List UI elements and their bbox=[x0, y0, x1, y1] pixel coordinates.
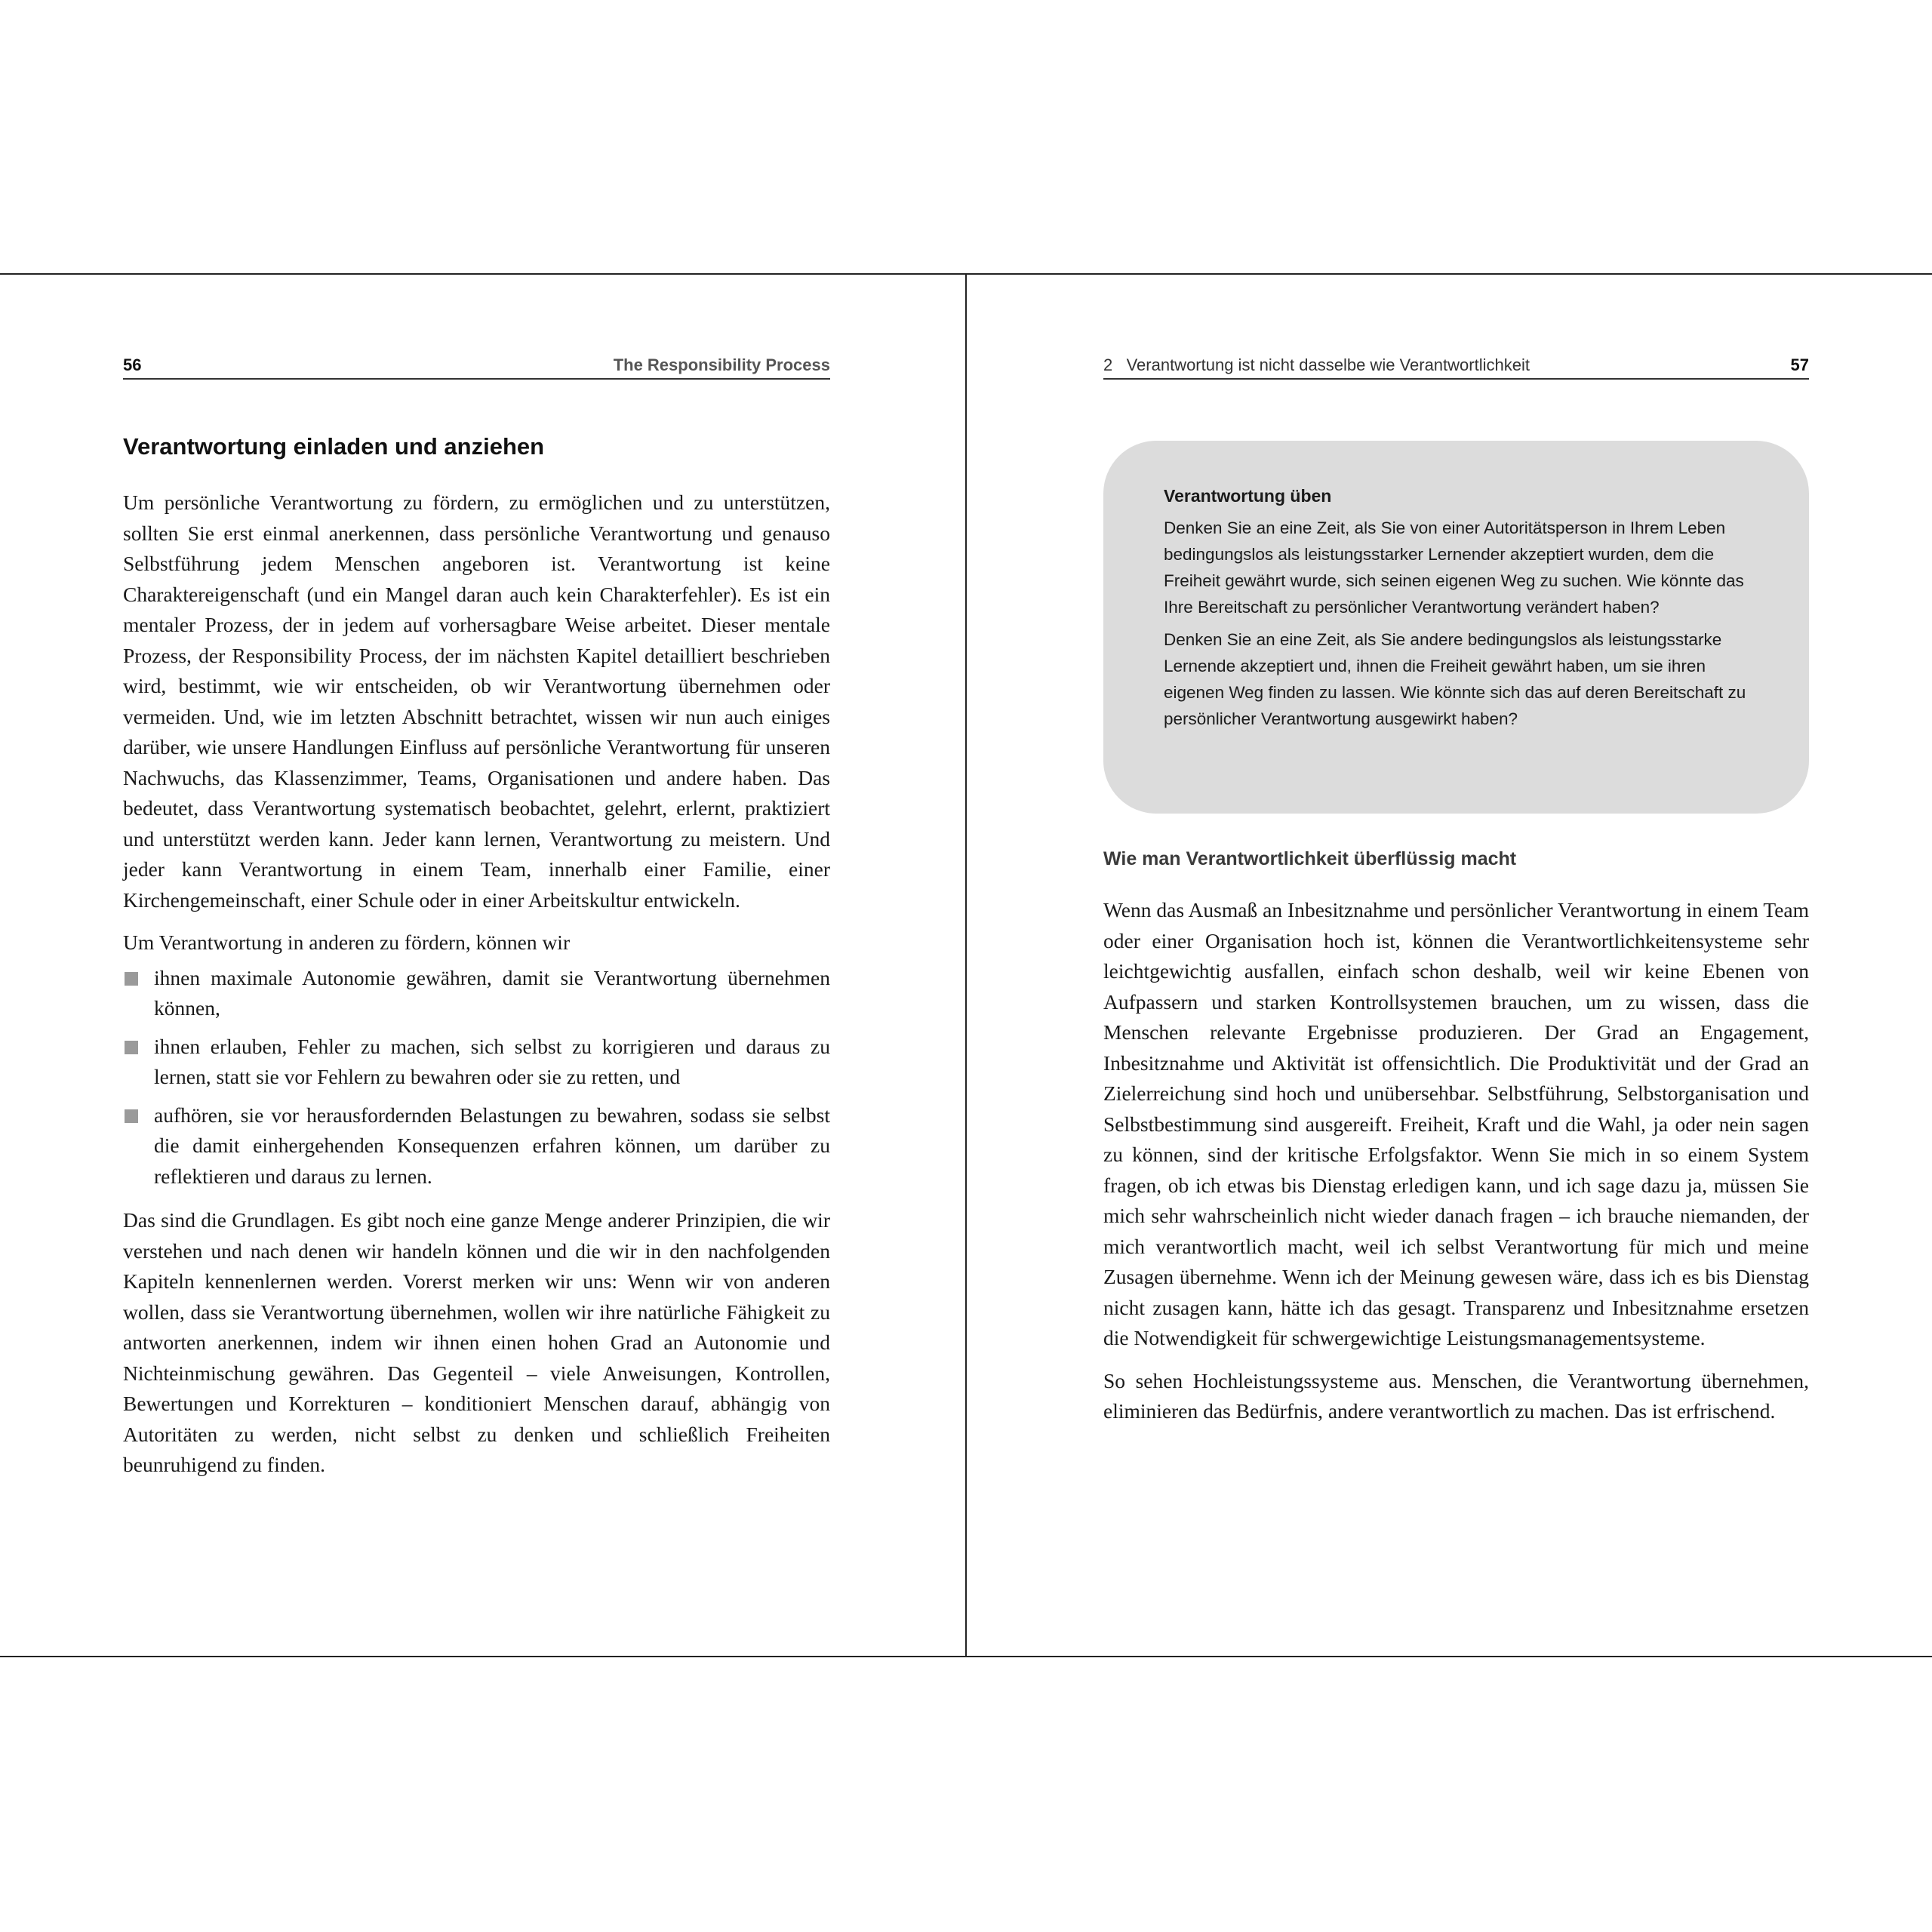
list-item-text: ihnen maximale Autonomie gewähren, damit sie Verantwortung übernehmen können, bbox=[154, 965, 830, 1020]
list-item-text: aufhören, sie vor herausfordernden Belastungen zu bewahren, sodass sie selbst die damit einhergehenden Konsequenzen erfahren können, um darüber zu reflektieren und daraus zu lernen. bbox=[154, 1103, 830, 1188]
book-spread bbox=[0, 273, 1932, 1657]
running-header-right bbox=[1103, 348, 1809, 380]
list-item bbox=[123, 1032, 830, 1093]
section-heading: Verantwortung einladen und anziehen bbox=[123, 433, 545, 460]
list-item bbox=[123, 1100, 830, 1192]
right-page bbox=[965, 273, 1932, 1657]
left-page bbox=[0, 273, 967, 1657]
running-title: The Responsibility Process bbox=[613, 355, 830, 374]
exercise-box bbox=[1103, 441, 1809, 814]
list-item bbox=[123, 963, 830, 1024]
exercise-box-title: Verantwortung üben bbox=[1164, 486, 1332, 506]
running-title: 2 Verantwortung ist nicht dasselbe wie Verantwortlichkeit bbox=[1103, 355, 1530, 374]
left-body-text bbox=[123, 488, 830, 1493]
exercise-box-paragraph: Denken Sie an eine Zeit, als Sie andere bedingungslos als leistungsstarke Lernende akzeptiert und, ihnen die Freiheit gewährt haben, um sie ihren eigenen Weg finden zu lassen. Wie könnte sich das auf deren Bereitschaft zu persönlicher Verantwortung ausgewirkt haben? bbox=[1164, 630, 1746, 728]
paragraph: Wenn das Ausmaß an Inbesitznahme und persönlicher Verantwortung in einem Team oder einer Organisation hoch ist, können die Verantwortlichkeitensysteme sehr leichtgewichtig ausfallen, einfach schon deshalb, weil wir keine Ebenen von Aufpassern und starken Kontrollsystemen brauchen, um zu wissen, dass die Menschen relevante Ergebnisse produzieren. Der Grad an Engagement, Inbesitznahme und Aktivität ist offensichtlich. Die Produktivität und der Grad an Zielerreichung sind hoch und unübersehbar. Selbstführung, Selbstorganisation und Selbstbestimmung sind ausgereift. Freiheit, Kraft und die Wahl, ja oder nein sagen zu können, sind der kritische Erfolgsfaktor. Wenn Sie mich in so einem System fragen, ob ich etwas bis Dienstag erledigen kann, und ich sage dazu ja, müssen Sie mich sehr wahrscheinlich nicht wieder danach fragen – ich brauche niemanden, der mich verantwortlich macht, weil ich selbst Verantwortung für mich und meine Zusagen übernehme. Wenn ich der Meinung gewesen wäre, dass ich es bis Dienstag nicht zusagen kann, hätte ich das gesagt. Transparenz und Inbesitznahme ersetzen die Notwendigkeit für schwergewichtige Leistungsmanagementsysteme. bbox=[1103, 898, 1809, 1349]
paragraph: So sehen Hochleistungssysteme aus. Menschen, die Verantwortung übernehmen, eliminieren das Bedürfnis, andere verantwortlich zu machen. Das ist erfrischend. bbox=[1103, 1368, 1809, 1423]
right-body-text bbox=[1103, 895, 1809, 1439]
paragraph: Das sind die Grundlagen. Es gibt noch eine ganze Menge anderer Prinzipien, die wir verstehen und nach denen wir handeln können und die wir in den nachfolgenden Kapiteln kennenlernen werden. Vorerst merken wir uns: Wenn wir von anderen wollen, dass sie Verantwortung übernehmen, wollen wir ihre natürliche Fähigkeit zu antworten anerkennen, indem wir ihnen einen hohen Grad an Autonomie und Nichteinmischung gewähren. Das Gegenteil – viele Anweisungen, Kontrollen, Bewertungen und Korrekturen – konditioniert Menschen darauf, abhängig von Autoritäten zu werden, nicht selbst zu denken und schließlich Freiheiten beunruhigend zu finden. bbox=[123, 1208, 830, 1476]
exercise-box-paragraph: Denken Sie an eine Zeit, als Sie von einer Autoritätsperson in Ihrem Leben bedingungslos als leistungsstarker Lernender akzeptiert wurden, dem die Freiheit gewährt wurde, sich seinen eigenen Weg zu suchen. Wie könnte das Ihre Bereitschaft zu persönlicher Verantwortung verändert haben? bbox=[1164, 518, 1744, 617]
bullet-square-icon bbox=[125, 1109, 138, 1123]
paragraph: Um persönliche Verantwortung zu fördern, zu ermöglichen und zu unterstützen, sollten Sie erst einmal anerkennen, dass persönliche Verantwortung und genauso Selbstführung jedem Menschen angeboren ist. Verantwortung ist keine Charaktereigenschaft (und ein Mangel daran auch kein Charakterfehler). Es ist ein mentaler Prozess, der in jedem auf vorhersagbare Weise arbeitet. Dieser mentale Prozess, der Responsibility Process, der im nächsten Kapitel detailliert beschrieben wird, bestimmt, wie wir entscheiden, ob wir Verantwortung übernehmen oder vermeiden. Und, wie im letzten Abschnitt betrachtet, wissen wir nun auch einiges darüber, wie unsere Handlungen Einfluss auf persönliche Verantwortung für unseren Nachwuchs, das Klassenzimmer, Teams, Organisationen und andere haben. Das bedeutet, dass Verantwortung systematisch beobachtet, gelehrt, erlernt, praktiziert und unterstützt werden kann. Jeder kann lernen, Verantwortung zu meistern. Und jeder kann Verantwortung in einem Team, innerhalb einer Familie, einer Kirchengemeinschaft, einer Schule oder in einer Arbeitskultur entwickeln. bbox=[123, 491, 830, 912]
list-item-text: ihnen erlauben, Fehler zu machen, sich selbst zu korrigieren und daraus zu lernen, statt sie vor Fehlern zu bewahren oder sie zu retten, und bbox=[154, 1034, 830, 1088]
bullet-square-icon bbox=[125, 972, 138, 986]
bullet-list bbox=[123, 963, 830, 1192]
subsection-heading: Wie man Verantwortlichkeit überflüssig macht bbox=[1103, 848, 1517, 869]
page-number: 56 bbox=[123, 355, 142, 374]
page-number: 57 bbox=[1790, 355, 1809, 374]
list-intro: Um Verantwortung in anderen zu fördern, können wir bbox=[123, 931, 571, 954]
bullet-square-icon bbox=[125, 1041, 138, 1054]
running-header-left bbox=[123, 348, 830, 380]
